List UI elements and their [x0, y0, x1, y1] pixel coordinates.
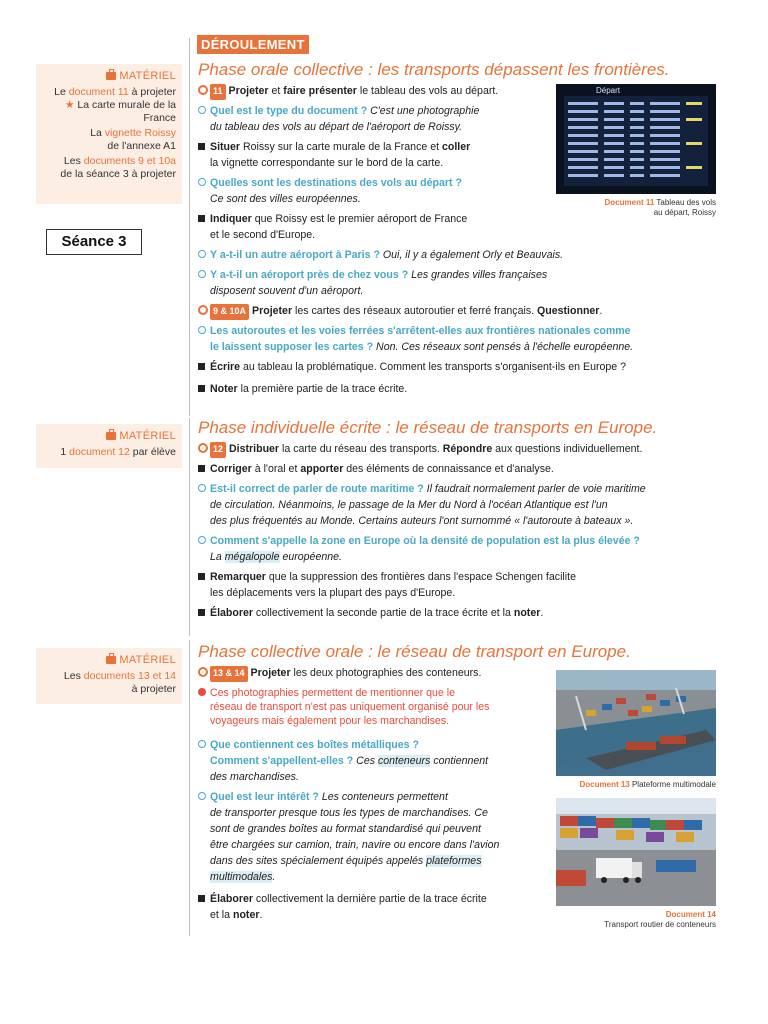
info-icon	[198, 688, 206, 696]
materiel-box-3: MATÉRIEL Les documents 13 et 14 à projeter	[36, 648, 182, 704]
materiel-box-1: MATÉRIEL Le document 11 à projeter ★ La carte murale de la France La vignette Roissy de l'annexe A1 Les documents 9 et 10a de la séance 3 à projeter	[36, 64, 182, 204]
truck-containers-image	[556, 798, 716, 906]
caption-doc-13: Document 13 Plateforme multimodale	[579, 780, 716, 789]
question-icon	[198, 106, 206, 114]
bullet-icon	[198, 573, 205, 580]
bullet-icon	[198, 143, 205, 150]
port-image	[556, 670, 716, 776]
bullet-icon	[198, 609, 205, 616]
briefcase-icon	[106, 72, 116, 80]
caption-doc-11: Document 11 Tableau des vols au départ, Roissy	[604, 198, 716, 217]
document-icon	[198, 443, 208, 453]
question-icon	[198, 178, 206, 186]
caption-doc-14: Document 14 Transport routier de conteneurs	[604, 910, 716, 929]
question-icon	[198, 792, 206, 800]
briefcase-icon	[106, 656, 116, 664]
bullet-icon	[198, 895, 205, 902]
departures-board-photo	[556, 84, 716, 194]
document-icon	[198, 667, 208, 677]
bullet-icon	[198, 465, 205, 472]
question-icon	[198, 326, 206, 334]
bullet-icon	[198, 363, 205, 370]
phase-1-title: Phase orale collective : les transports dépassent les frontières.	[198, 60, 670, 79]
departures-board-image	[556, 84, 716, 194]
question-icon	[198, 484, 206, 492]
document-icon	[198, 85, 208, 95]
board-header: Départ	[596, 86, 621, 95]
question-icon	[198, 740, 206, 748]
star-icon: ★	[65, 99, 78, 111]
document-icon	[198, 305, 208, 315]
seance-label: Séance 3	[46, 229, 142, 255]
phase-3-title: Phase collective orale : le réseau de transport en Europe.	[198, 642, 631, 661]
materiel-box-2: MATÉRIEL 1 document 12 par élève	[36, 424, 182, 468]
divider	[189, 38, 190, 416]
truck-containers-photo	[556, 798, 716, 906]
bullet-icon	[198, 385, 205, 392]
section-tag: DÉROULEMENT	[197, 35, 309, 54]
divider	[189, 640, 190, 936]
materiel-label: MATÉRIEL	[119, 70, 176, 82]
phase-2-title: Phase individuelle écrite : le réseau de transports en Europe.	[198, 418, 658, 437]
bullet-icon	[198, 215, 205, 222]
port-photo	[556, 670, 716, 776]
divider	[189, 418, 190, 636]
question-icon	[198, 270, 206, 278]
question-icon	[198, 536, 206, 544]
briefcase-icon	[106, 432, 116, 440]
question-icon	[198, 250, 206, 258]
